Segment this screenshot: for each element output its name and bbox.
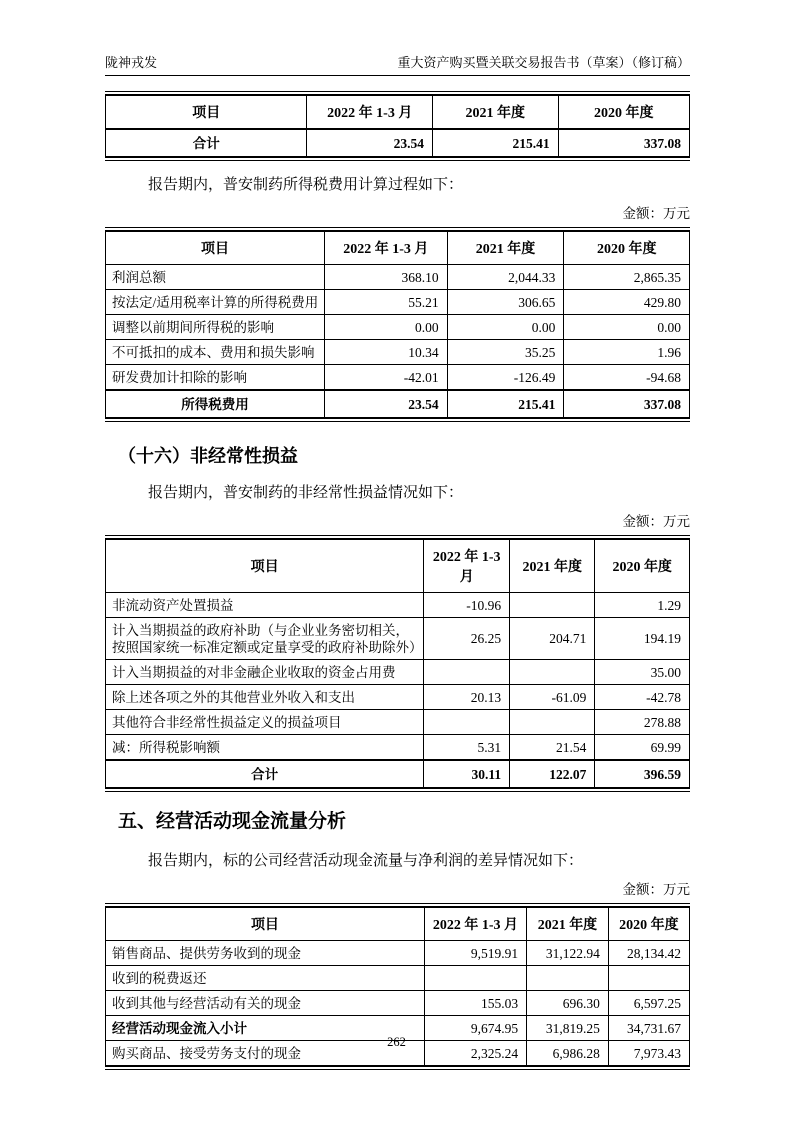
table-header-row: [106, 95, 690, 129]
cell-value: -94.68: [564, 365, 690, 391]
column-header: 2022 年 1-3 月: [424, 907, 526, 941]
cell-value: 2,044.33: [447, 265, 564, 290]
row-label: 收到其他与经营活动有关的现金: [106, 991, 425, 1016]
column-header: 2020 年度: [608, 907, 689, 941]
table-row: [106, 265, 690, 290]
cell-value: 215.41: [447, 390, 564, 418]
table-row: [106, 966, 690, 991]
table-row: [106, 365, 690, 391]
table-header-row: [106, 539, 690, 593]
cell-value: [510, 593, 595, 618]
cell-value: 1.96: [564, 340, 690, 365]
column-header: 2020 年度: [564, 231, 690, 265]
cell-value: 696.30: [527, 991, 609, 1016]
cell-value: 6,597.25: [608, 991, 689, 1016]
table-row: [106, 290, 690, 315]
cell-value: 26.25: [424, 618, 510, 660]
cell-value: 0.00: [447, 315, 564, 340]
cell-value: 10.34: [325, 340, 448, 365]
section-16-heading: （十六）非经常性损益: [118, 446, 298, 466]
cell-value: 30.11: [424, 760, 510, 788]
cell-value: 2,865.35: [564, 265, 690, 290]
cell-value: 429.80: [564, 290, 690, 315]
row-label: 计入当期损益的政府补助（与企业业务密切相关，按照国家统一标准定额或定量享受的政府补助除外）: [106, 618, 424, 660]
row-label: 按法定/适用税率计算的所得税费用: [106, 290, 325, 315]
cell-value: 215.41: [433, 129, 559, 157]
cell-value: 23.54: [307, 129, 433, 157]
table-row: [106, 129, 690, 157]
column-header: 2022 年 1-3 月: [307, 95, 433, 129]
cell-value: 337.08: [564, 390, 690, 418]
table-row: [106, 340, 690, 365]
table-header-row: [106, 231, 690, 265]
row-label: 减：所得税影响额: [106, 735, 424, 761]
cell-value: -126.49: [447, 365, 564, 391]
column-header: 项目: [106, 95, 307, 129]
table-row: [106, 660, 690, 685]
cell-value: -42.01: [325, 365, 448, 391]
row-label: 经营活动现金流入小计: [106, 1016, 425, 1041]
cell-value: 0.00: [564, 315, 690, 340]
cell-value: 1.29: [595, 593, 690, 618]
amount-unit-label: 金额：万元: [622, 514, 690, 529]
cell-value: 155.03: [424, 991, 526, 1016]
nonrecurring-table-wrap: [105, 535, 690, 792]
row-label: 其他符合非经常性损益定义的损益项目: [106, 710, 424, 735]
cell-value: 337.08: [558, 129, 689, 157]
row-label: 计入当期损益的对非金融企业收取的资金占用费: [106, 660, 424, 685]
row-label: 收到的税费返还: [106, 966, 425, 991]
cell-value: 9,674.95: [424, 1016, 526, 1041]
row-label: 合计: [106, 760, 424, 788]
row-label: 利润总额: [106, 265, 325, 290]
cell-value: 204.71: [510, 618, 595, 660]
table-row: [106, 685, 690, 710]
cell-value: 368.10: [325, 265, 448, 290]
cell-value: 31,819.25: [527, 1016, 609, 1041]
column-header: 项目: [106, 907, 425, 941]
cell-value: 5.31: [424, 735, 510, 761]
cell-value: 278.88: [595, 710, 690, 735]
cell-value: 7,973.43: [608, 1041, 689, 1067]
cell-value: 31,122.94: [527, 941, 609, 966]
row-label: 研发费加计扣除的影响: [106, 365, 325, 391]
row-label: 除上述各项之外的其他营业外收入和支出: [106, 685, 424, 710]
cell-value: 396.59: [595, 760, 690, 788]
nonrecurring-intro-paragraph: 报告期内，普安制药的非经常性损益情况如下：: [148, 485, 464, 501]
table-row: [106, 710, 690, 735]
cell-value: 21.54: [510, 735, 595, 761]
table-row: [106, 618, 690, 660]
column-header: 2021 年度: [527, 907, 609, 941]
cell-value: 69.99: [595, 735, 690, 761]
cell-value: [527, 966, 609, 991]
row-label: 销售商品、提供劳务收到的现金: [106, 941, 425, 966]
amount-unit-label: 金额：万元: [622, 206, 690, 221]
cell-value: 122.07: [510, 760, 595, 788]
cell-value: 55.21: [325, 290, 448, 315]
nonrecurring-items-table: [105, 538, 690, 789]
cell-value: 0.00: [325, 315, 448, 340]
table-row: [106, 941, 690, 966]
income-tax-table-wrap: [105, 227, 690, 422]
column-header: 2020 年度: [558, 95, 689, 129]
tax-calc-intro-paragraph: 报告期内，普安制药所得税费用计算过程如下：: [148, 177, 464, 193]
summary-total-table: [105, 94, 690, 158]
row-label: 合计: [106, 129, 307, 157]
cell-value: 6,986.28: [527, 1041, 609, 1067]
column-header: 2022 年 1-3 月: [325, 231, 448, 265]
running-header: [105, 54, 690, 76]
cashflow-intro-paragraph: 报告期内，标的公司经营活动现金流量与净利润的差异情况如下：: [148, 853, 584, 869]
cell-value: 306.65: [447, 290, 564, 315]
table-row: [106, 760, 690, 788]
column-header: 2021 年度: [433, 95, 559, 129]
table-header-row: [106, 907, 690, 941]
cell-value: 35.25: [447, 340, 564, 365]
income-tax-calc-table: [105, 230, 690, 419]
amount-unit-label: 金额：万元: [622, 882, 690, 897]
cell-value: 35.00: [595, 660, 690, 685]
cell-value: [424, 710, 510, 735]
table-row: [106, 390, 690, 418]
cell-value: [510, 710, 595, 735]
row-label: 非流动资产处置损益: [106, 593, 424, 618]
column-header: 2022 年 1-3 月: [424, 539, 510, 593]
cell-value: -42.78: [595, 685, 690, 710]
page-number: 262: [387, 1035, 406, 1049]
summary-total-table-wrap: [105, 91, 690, 161]
column-header: 2021 年度: [447, 231, 564, 265]
header-company-name: 陇神戎发: [105, 55, 158, 70]
cell-value: 2,325.24: [424, 1041, 526, 1067]
row-label: 购买商品、接受劳务支付的现金: [106, 1041, 425, 1067]
cell-value: [608, 966, 689, 991]
row-label: 不可抵扣的成本、费用和损失影响: [106, 340, 325, 365]
cell-value: 28,134.42: [608, 941, 689, 966]
cell-value: -61.09: [510, 685, 595, 710]
table-row: [106, 735, 690, 761]
column-header: 项目: [106, 231, 325, 265]
row-label: 所得税费用: [106, 390, 325, 418]
cell-value: 34,731.67: [608, 1016, 689, 1041]
column-header: 2021 年度: [510, 539, 595, 593]
cell-value: 194.19: [595, 618, 690, 660]
table-row: [106, 315, 690, 340]
column-header: 2020 年度: [595, 539, 690, 593]
cell-value: 9,519.91: [424, 941, 526, 966]
cell-value: -10.96: [424, 593, 510, 618]
cell-value: [510, 660, 595, 685]
cell-value: [424, 660, 510, 685]
table-row: [106, 991, 690, 1016]
header-report-title: 重大资产购买暨关联交易报告书（草案）（修订稿）: [397, 55, 690, 70]
cell-value: [424, 966, 526, 991]
table-row: [106, 593, 690, 618]
section-5-heading: 五、经营活动现金流量分析: [118, 811, 347, 832]
cell-value: 23.54: [325, 390, 448, 418]
row-label: 调整以前期间所得税的影响: [106, 315, 325, 340]
column-header: 项目: [106, 539, 424, 593]
cell-value: 20.13: [424, 685, 510, 710]
